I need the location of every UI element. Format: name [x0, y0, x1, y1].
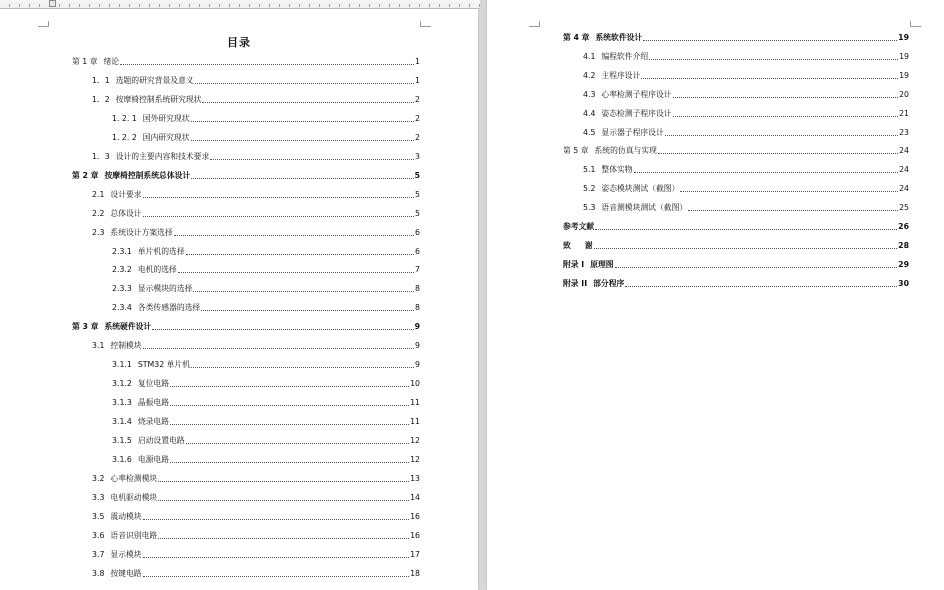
- toc-entry[interactable]: [583, 203, 909, 213]
- toc-leader-dots: [625, 286, 897, 287]
- toc-leader-dots: [143, 216, 414, 217]
- toc-entry[interactable]: [92, 76, 420, 86]
- toc-page-number: 19: [899, 51, 909, 61]
- toc-entry-number: 第 4 章: [563, 33, 590, 42]
- toc-entry-label: [112, 303, 200, 313]
- toc-page-number: 26: [898, 222, 909, 231]
- toc-entry-text: 系统软件设计: [595, 33, 643, 42]
- toc-list-left: [0, 9, 478, 590]
- toc-entry[interactable]: [92, 512, 420, 522]
- toc-entry-label: [92, 493, 157, 503]
- toc-entry-text: 电机的选择: [137, 265, 177, 275]
- toc-leader-dots: [186, 443, 409, 444]
- toc-leader-dots: [143, 519, 409, 520]
- toc-entry-label: [72, 171, 190, 181]
- toc-entry[interactable]: [112, 265, 420, 275]
- toc-entry-number: 4.5: [583, 127, 596, 137]
- toc-entry-label: [92, 512, 142, 522]
- toc-leader-dots: [658, 153, 898, 154]
- toc-entry-text: 系统设计方案选择: [110, 227, 173, 237]
- toc-entry-label: [563, 279, 624, 289]
- toc-leader-dots: [170, 405, 409, 406]
- toc-entry[interactable]: [112, 133, 420, 143]
- toc-entry[interactable]: [92, 190, 420, 200]
- toc-page-number: 11: [410, 417, 420, 427]
- toc-entry-text: 电源电路: [137, 454, 170, 464]
- toc-entry-number: 3.1.3: [112, 398, 132, 408]
- toc-entry-label: [112, 417, 169, 427]
- toc-entry-text: 烧录电路: [137, 417, 170, 427]
- toc-entry-label: [92, 569, 142, 579]
- toc-entry[interactable]: [92, 569, 420, 579]
- toc-entry-label: [112, 247, 185, 257]
- toc-entry-number: 3.1.1: [112, 360, 132, 370]
- ruler-indent-marker[interactable]: [49, 0, 56, 7]
- toc-list-right: [487, 0, 944, 590]
- toc-entry[interactable]: [112, 303, 420, 313]
- toc-entry[interactable]: [563, 241, 909, 251]
- toc-leader-dots: [174, 235, 414, 236]
- toc-page-number: 7: [415, 265, 420, 275]
- toc-leader-dots: [191, 121, 414, 122]
- toc-entry-label: [92, 76, 194, 86]
- toc-entry[interactable]: [112, 436, 420, 446]
- toc-entry[interactable]: [583, 165, 909, 175]
- toc-entry-number: 3.1.5: [112, 436, 132, 445]
- toc-entry-text: 姿态检测子程序设计: [601, 108, 672, 118]
- toc-leader-dots: [158, 500, 409, 501]
- toc-entry[interactable]: [583, 184, 909, 194]
- toc-leader-dots: [143, 576, 409, 577]
- toc-entry-label: [72, 322, 151, 332]
- toc-entry-label: [92, 550, 142, 560]
- toc-page-number: 17: [410, 549, 420, 559]
- toc-entry-text: 控制模块: [110, 341, 142, 351]
- toc-leader-dots: [595, 229, 897, 230]
- toc-entry-number: 3.1.4: [112, 417, 132, 427]
- toc-entry-number: 3.8: [92, 568, 105, 578]
- toc-entry-number: 4.3: [583, 89, 596, 99]
- toc-entry-text: 编程软件介绍: [601, 51, 649, 61]
- toc-entry-text: 原理图: [590, 259, 614, 269]
- toc-entry-number: 附录 I: [563, 259, 585, 269]
- toc-entry-text: 晶振电路: [137, 398, 170, 408]
- toc-entry-text: 单片机的选择: [137, 246, 185, 256]
- toc-page-number: 28: [898, 240, 909, 250]
- toc-entry-text: 复位电路: [137, 379, 170, 389]
- toc-entry-number: 3.1.2: [112, 379, 132, 389]
- toc-entry[interactable]: [583, 90, 909, 100]
- toc-page-number: 6: [415, 227, 420, 237]
- toc-entry[interactable]: [92, 95, 420, 105]
- toc-leader-dots: [191, 140, 414, 141]
- toc-leader-dots: [195, 83, 414, 84]
- toc-page-number: 9: [414, 322, 420, 332]
- toc-leader-dots: [170, 424, 409, 425]
- toc-leader-dots: [673, 116, 899, 117]
- toc-page-number: 13: [410, 473, 420, 483]
- toc-entry-label: [112, 455, 169, 465]
- toc-page-number: 9: [415, 360, 420, 370]
- toc-leader-dots: [202, 102, 414, 103]
- toc-entry-text: 心率检测子程序设计: [601, 89, 672, 99]
- toc-entry-label: [112, 133, 190, 143]
- toc-entry[interactable]: [92, 474, 420, 484]
- toc-entry[interactable]: [563, 222, 909, 232]
- toc-page-number: 10: [410, 379, 420, 389]
- toc-page-number: 24: [899, 165, 909, 175]
- toc-entry-label: [112, 284, 192, 294]
- toc-page-number: 18: [410, 568, 420, 578]
- toc-entry-number: 2.3: [92, 227, 105, 237]
- toc-entry-label: [92, 341, 142, 351]
- toc-entry-label: [112, 436, 185, 446]
- horizontal-ruler[interactable]: [0, 0, 480, 9]
- toc-page-number: 14: [410, 492, 420, 502]
- toc-entry-text: 姿态模块测试（截图）: [601, 184, 680, 194]
- toc-entry[interactable]: [112, 455, 420, 465]
- toc-leader-dots: [594, 248, 898, 249]
- toc-entry-number: 2.2: [92, 208, 105, 218]
- toc-entry-text: 设计的主要内容和技术要求: [115, 151, 210, 161]
- toc-page-number: 3: [415, 151, 420, 161]
- toc-entry-number: 1．2: [92, 94, 110, 104]
- toc-page-number: 20: [899, 89, 909, 99]
- toc-entry[interactable]: [92, 152, 420, 162]
- toc-page-number: 2: [415, 113, 420, 123]
- toc-entry-number: 3.7: [92, 549, 105, 559]
- toc-entry-text: 按摩椅控制系统研究现状: [115, 94, 202, 104]
- toc-entry-text: 语音识别电路: [110, 530, 158, 540]
- toc-entry[interactable]: [72, 57, 420, 67]
- toc-page-number: 21: [899, 108, 909, 118]
- toc-entry-text: 整体实物: [601, 165, 633, 175]
- toc-entry-number: 5.1: [583, 165, 596, 175]
- toc-entry[interactable]: [112, 284, 420, 294]
- toc-entry-label: [563, 222, 594, 232]
- toc-entry-label: [92, 474, 157, 484]
- toc-entry-label: [563, 33, 642, 43]
- toc-entry[interactable]: [583, 71, 909, 81]
- toc-entry[interactable]: [112, 379, 420, 389]
- toc-title: 目录: [227, 36, 251, 49]
- toc-entry-number: 3.5: [92, 511, 105, 521]
- toc-entry-label: [583, 128, 664, 138]
- toc-entry-text: 启动设置电路: [137, 436, 185, 445]
- toc-entry-number: 2.3.2: [112, 265, 132, 275]
- toc-page-number: 8: [415, 284, 420, 294]
- toc-page-number: 16: [410, 511, 420, 521]
- toc-entry-number: 4.4: [583, 108, 596, 118]
- toc-leader-dots: [120, 64, 414, 65]
- toc-entry[interactable]: [563, 146, 909, 156]
- toc-entry[interactable]: [583, 52, 909, 62]
- toc-entry-label: [112, 265, 177, 275]
- toc-entry[interactable]: [583, 109, 909, 119]
- toc-entry-text: 系统的仿真与实现: [594, 146, 657, 156]
- toc-entry[interactable]: [563, 33, 909, 43]
- toc-entry-number: 5.3: [583, 203, 596, 213]
- toc-page-number: 11: [410, 398, 420, 408]
- toc-entry-text: 选题的研究背景及意义: [115, 75, 194, 85]
- toc-entry[interactable]: [112, 360, 420, 370]
- toc-leader-dots: [186, 254, 414, 255]
- toc-entry-label: [112, 379, 169, 389]
- toc-entry-number: 4.1: [583, 51, 596, 61]
- toc-entry-text: 谢: [584, 240, 593, 250]
- toc-entry-label: [563, 146, 657, 156]
- toc-entry-number: 3.1: [92, 341, 105, 351]
- toc-leader-dots: [673, 97, 899, 98]
- toc-page-number: 5: [414, 170, 420, 180]
- toc-entry-text: 总体设计: [110, 208, 142, 218]
- toc-page-number: 12: [410, 436, 420, 445]
- toc-page-number: 5: [415, 189, 420, 199]
- toc-entry-text: 按键电路: [110, 568, 142, 578]
- toc-leader-dots: [178, 272, 414, 273]
- toc-entry-label: [72, 57, 119, 67]
- toc-entry-text: 显示器子程序设计: [601, 127, 664, 137]
- toc-entry-number: 5.2: [583, 184, 596, 194]
- toc-entry-number: 1．1: [92, 75, 110, 85]
- toc-entry-label: [92, 152, 209, 162]
- toc-leader-dots: [170, 386, 409, 387]
- toc-entry-number: 第 2 章: [72, 170, 99, 180]
- toc-entry-label: [563, 260, 614, 270]
- toc-entry-label: [92, 190, 142, 200]
- toc-entry-number: 2.3.4: [112, 303, 132, 313]
- toc-entry-number: 3.6: [92, 530, 105, 540]
- toc-entry-label: [92, 228, 173, 238]
- toc-leader-dots: [643, 40, 897, 41]
- toc-entry-label: [92, 531, 157, 541]
- toc-page-number: 1: [415, 57, 420, 66]
- toc-entry-label: [583, 90, 672, 100]
- toc-entry-number: 2.3.1: [112, 246, 132, 256]
- toc-page-number: 16: [410, 530, 420, 540]
- toc-entry[interactable]: [72, 171, 420, 181]
- toc-entry[interactable]: [72, 322, 420, 332]
- toc-entry-text: 绪论: [103, 57, 120, 66]
- toc-leader-dots: [641, 78, 898, 79]
- toc-leader-dots: [191, 178, 413, 179]
- toc-page-number: 6: [415, 246, 420, 256]
- toc-leader-dots: [649, 59, 898, 60]
- toc-entry[interactable]: [563, 279, 909, 289]
- toc-page-number: 30: [898, 278, 909, 288]
- toc-page-number: 8: [415, 303, 420, 313]
- toc-entry-number: 附录 II: [563, 278, 588, 288]
- toc-page-number: 23: [899, 127, 909, 137]
- toc-leader-dots: [201, 310, 414, 311]
- toc-leader-dots: [143, 197, 414, 198]
- document-page-left: [0, 9, 478, 590]
- toc-entry[interactable]: [112, 417, 420, 427]
- toc-leader-dots: [158, 481, 409, 482]
- toc-page-number: 24: [899, 184, 909, 194]
- toc-entry-label: [92, 95, 201, 105]
- toc-entry-label: [583, 184, 679, 194]
- toc-entry-number: 3.3: [92, 492, 105, 502]
- document-page-right: [487, 0, 944, 590]
- toc-entry[interactable]: [92, 531, 420, 541]
- toc-entry[interactable]: [92, 228, 420, 238]
- toc-entry-label: [583, 203, 687, 213]
- toc-entry-label: [92, 209, 142, 219]
- toc-page-number: 19: [898, 33, 909, 42]
- toc-leader-dots: [193, 291, 414, 292]
- toc-leader-dots: [688, 210, 898, 211]
- toc-entry-text: 电机驱动模块: [110, 492, 158, 502]
- toc-leader-dots: [170, 462, 409, 463]
- toc-entry-label: [112, 114, 190, 124]
- toc-leader-dots: [665, 135, 898, 136]
- toc-entry[interactable]: [583, 128, 909, 138]
- toc-entry-number: 1．3: [92, 151, 110, 161]
- toc-entry-number: 3.1.6: [112, 454, 132, 464]
- toc-page-number: 2: [415, 132, 420, 142]
- toc-page-number: 5: [415, 208, 420, 218]
- toc-entry[interactable]: [92, 341, 420, 351]
- toc-leader-dots: [152, 329, 413, 330]
- toc-entry-label: [583, 71, 640, 81]
- toc-page-number: 12: [410, 454, 420, 464]
- toc-leader-dots: [210, 159, 414, 160]
- toc-entry-text: 主程序设计: [601, 70, 641, 80]
- toc-entry[interactable]: [92, 550, 420, 560]
- toc-leader-dots: [191, 367, 414, 368]
- toc-entry-text: 设计要求: [110, 189, 142, 199]
- toc-leader-dots: [615, 267, 898, 268]
- toc-page-number: 19: [899, 70, 909, 80]
- toc-page-number: 29: [898, 259, 909, 269]
- toc-entry-label: [583, 52, 648, 62]
- toc-entry-text: 国外研究现状: [142, 113, 190, 123]
- toc-entry-number: 致: [563, 240, 571, 250]
- toc-entry-text: 显示模块的选择: [137, 284, 193, 294]
- toc-entry-label: [112, 360, 190, 370]
- toc-entry[interactable]: [92, 493, 420, 503]
- toc-leader-dots: [143, 557, 409, 558]
- toc-entry-text: 按摩椅控制系统总体设计: [104, 170, 191, 180]
- toc-page-number: 2: [415, 94, 420, 104]
- toc-entry-number: 第 5 章: [563, 146, 589, 156]
- toc-entry-text: 参考文献: [563, 222, 595, 231]
- toc-entry[interactable]: [112, 398, 420, 408]
- toc-entry-number: 2.1: [92, 189, 105, 199]
- toc-leader-dots: [143, 348, 414, 349]
- toc-entry-number: 2.3.3: [112, 284, 132, 294]
- toc-entry-label: [583, 109, 672, 119]
- toc-entry-text: 各类传感器的选择: [137, 303, 201, 313]
- toc-entry-label: [583, 165, 633, 175]
- toc-page-number: 1: [415, 75, 420, 85]
- toc-entry-number: 1. 2. 1: [112, 113, 137, 123]
- toc-leader-dots: [158, 538, 409, 539]
- toc-entry-text: 显示模块: [110, 549, 142, 559]
- toc-entry-text: 心率检测模块: [110, 473, 158, 483]
- toc-entry-text: 国内研究现状: [142, 132, 190, 142]
- toc-page-number: 25: [899, 203, 909, 213]
- toc-entry-number: 3.2: [92, 473, 105, 483]
- toc-leader-dots: [680, 191, 898, 192]
- toc-entry-number: 第 3 章: [72, 322, 99, 332]
- toc-leader-dots: [634, 172, 898, 173]
- toc-page-number: 24: [899, 146, 909, 156]
- toc-entry[interactable]: [563, 260, 909, 270]
- toc-entry[interactable]: [112, 247, 420, 257]
- toc-entry-text: 语音测模块测试（截图）: [601, 203, 688, 213]
- toc-entry-text: 震动模块: [110, 511, 142, 521]
- toc-entry-text: 部分程序: [593, 278, 625, 288]
- toc-entry-label: [563, 241, 593, 251]
- toc-page-number: 9: [415, 341, 420, 351]
- toc-entry-number: 4.2: [583, 70, 596, 80]
- toc-entry-label: [112, 398, 169, 408]
- toc-entry-text: 系统硬件设计: [104, 322, 152, 332]
- toc-entry-number: 1. 2. 2: [112, 132, 137, 142]
- toc-entry-text: STM32 单片机: [137, 360, 191, 370]
- toc-entry-number: 第 1 章: [72, 57, 98, 66]
- toc-entry[interactable]: [112, 114, 420, 124]
- toc-entry[interactable]: [92, 209, 420, 219]
